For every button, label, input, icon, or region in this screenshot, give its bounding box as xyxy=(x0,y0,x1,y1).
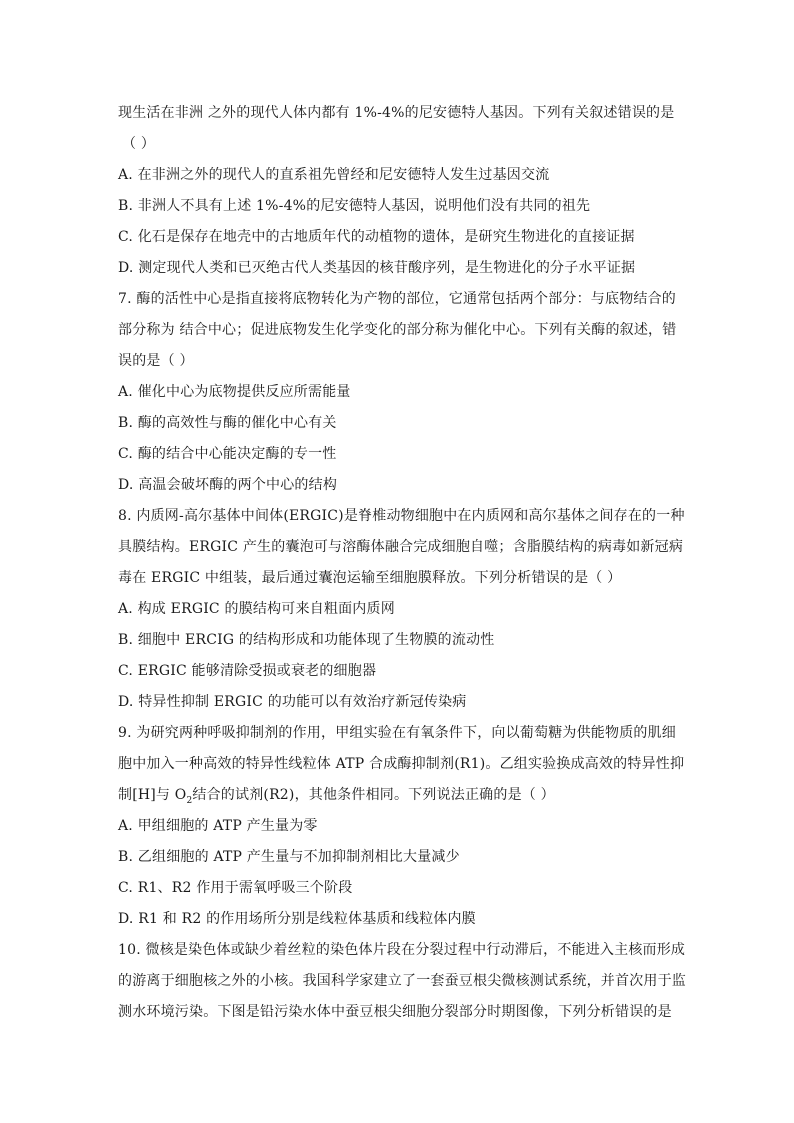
question-8-option-a: A. 构成 ERGIC 的膜结构可来自粗面内质网 xyxy=(118,601,395,617)
question-9-stem-line-3-post: 结合的试剂(R2)，其他条件相同。下列说法正确的是（ ） xyxy=(192,787,555,803)
question-9-option-a: A. 甲组细胞的 ATP 产生量为零 xyxy=(118,818,318,834)
question-6-answer-blank: （ ） xyxy=(122,136,156,152)
question-6-option-b: B. 非洲人不具有上述 1%-4%的尼安德特人基因，说明他们没有共同的祖先 xyxy=(118,198,591,214)
question-7-option-d: D. 高温会破坏酶的两个中心的结构 xyxy=(118,477,338,493)
question-7-stem-line-1: 7. 酶的活性中心是指直接将底物转化为产物的部位，它通常包括两个部分：与底物结合的 xyxy=(118,291,677,307)
oxygen-subscript: 2 xyxy=(186,795,193,806)
question-7-option-a: A. 催化中心为底物提供反应所需能量 xyxy=(118,384,351,400)
question-9 xyxy=(118,718,685,935)
question-10-stem-line-2: 的游离于细胞核之外的小核。我国科学家建立了一套蚕豆根尖微核测试系统，并首次用于监 xyxy=(118,973,686,989)
question-9-option-b: B. 乙组细胞的 ATP 产生量与不加抑制剂相比大量减少 xyxy=(118,849,460,865)
question-8-option-b: B. 细胞中 ERCIG 的结构形成和功能体现了生物膜的流动性 xyxy=(118,632,495,648)
question-6 xyxy=(118,98,675,284)
question-8-option-d: D. 特异性抑制 ERGIC 的功能可以有效治疗新冠传染病 xyxy=(118,694,467,710)
question-8-option-c: C. ERGIC 能够清除受损或衰老的细胞器 xyxy=(118,663,377,679)
question-6-stem-line-1: 现生活在非洲 之外的现代人体内都有 1%-4%的尼安德特人基因。下列有关叙述错误的是 xyxy=(118,105,675,121)
question-10 xyxy=(118,935,686,1028)
exam-page xyxy=(118,98,686,1028)
question-9-stem-line-3-pre: 制[H]与 O xyxy=(118,787,187,803)
question-7-option-c: C. 酶的结合中心能决定酶的专一性 xyxy=(118,446,337,462)
question-9-stem-line-2: 胞中加入一种高效的特异性线粒体 ATP 合成酶抑制剂(R1)。乙组实验换成高效的特异性抑 xyxy=(118,756,685,772)
question-7-stem-line-3: 误的是（ ） xyxy=(118,353,194,369)
question-7-option-b: B. 酶的高效性与酶的催化中心有关 xyxy=(118,415,337,431)
question-6-option-c: C. 化石是保存在地壳中的古地质年代的动植物的遗体，是研究生物进化的直接证据 xyxy=(118,229,635,245)
question-9-stem-line-1: 9. 为研究两种呼吸抑制剂的作用，甲组实验在有氧条件下，向以葡萄糖为供能物质的肌细 xyxy=(118,725,677,741)
question-10-stem-line-1: 10. 微核是染色体或缺少着丝粒的染色体片段在分裂过程中行动滞后，不能进入主核而形成 xyxy=(118,942,686,958)
question-7 xyxy=(118,284,677,501)
question-10-stem-line-3: 测水环境污染。下图是铅污染水体中蚕豆根尖细胞分裂部分时期图像，下列分析错误的是 xyxy=(118,1004,672,1020)
question-8-stem-line-2: 具膜结构。ERGIC 产生的囊泡可与溶酶体融合完成细胞自噬；含脂膜结构的病毒如新冠病 xyxy=(118,539,684,555)
question-6-option-a: A. 在非洲之外的现代人的直系祖先曾经和尼安德特人发生过基因交流 xyxy=(118,167,550,183)
question-8 xyxy=(118,501,685,718)
question-9-option-c: C. R1、R2 作用于需氧呼吸三个阶段 xyxy=(118,880,353,896)
question-9-option-d: D. R1 和 R2 的作用场所分别是线粒体基质和线粒体内膜 xyxy=(118,911,476,927)
question-6-option-d: D. 测定现代人类和已灭绝古代人类基因的核苷酸序列，是生物进化的分子水平证据 xyxy=(118,260,636,276)
question-8-stem-line-1: 8. 内质网-高尔基体中间体(ERGIC)是脊椎动物细胞中在内质网和高尔基体之间存在的一种 xyxy=(118,508,685,524)
question-9-stem-line-3 xyxy=(118,780,666,811)
question-7-stem-line-2: 部分称为 结合中心；促进底物发生化学变化的部分称为催化中心。下列有关酶的叙述，错 xyxy=(118,322,677,338)
question-8-stem-line-3: 毒在 ERGIC 中组装，最后通过囊泡运输至细胞膜释放。下列分析错误的是（ ） xyxy=(118,570,622,586)
